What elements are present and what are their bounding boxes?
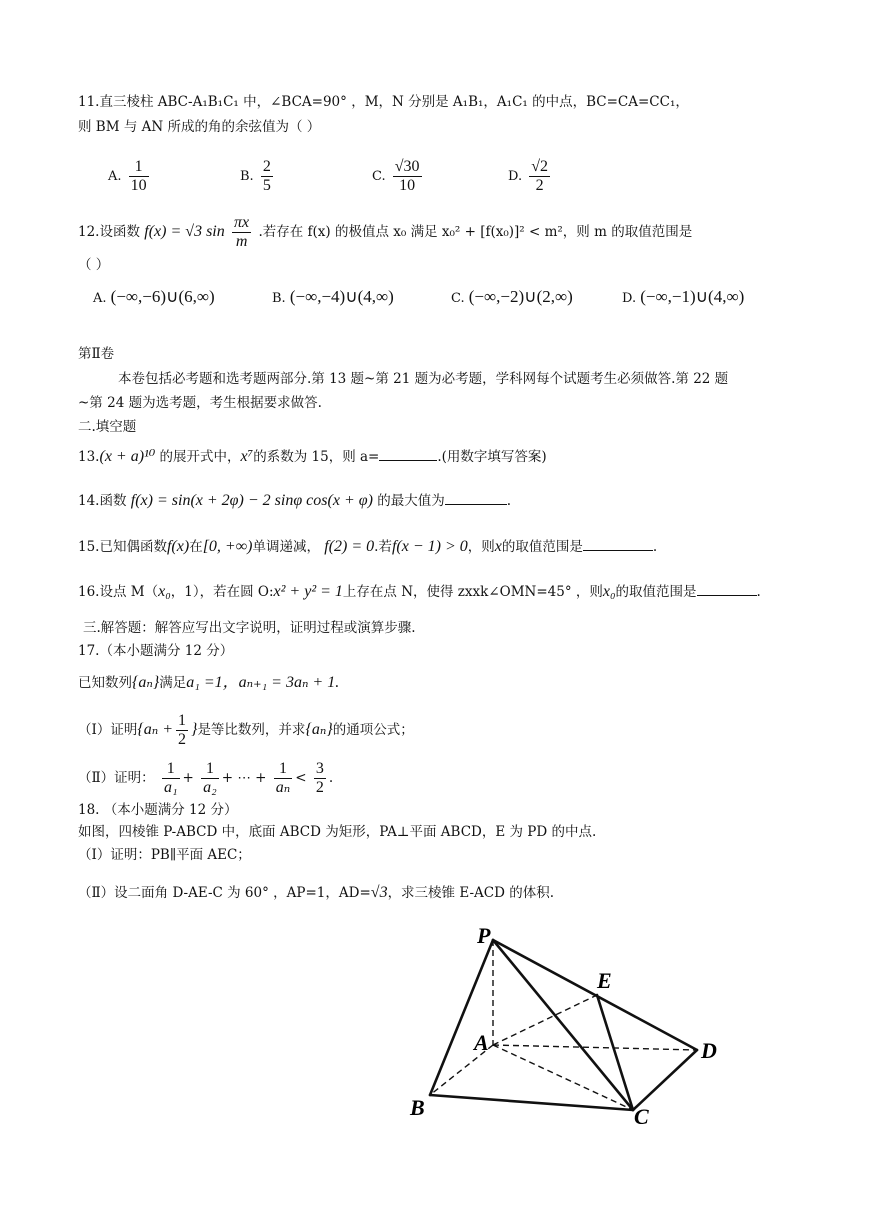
- edge-pb: [430, 940, 493, 1095]
- q14: 14.函数 f(x) = sin(x + 2φ) − 2 sinφ cos(x + φ) 的最大值为 .: [78, 492, 512, 509]
- q11-text-line1: 11.直三棱柱 ABC-A₁B₁C₁ 中，∠BCA=90° ，M，N 分别是 A₁B₁，A₁C₁ 的中点，BC=CA=CC₁，: [78, 94, 689, 110]
- label-a: A: [474, 1030, 489, 1055]
- part2-title: 第Ⅱ卷: [78, 346, 115, 362]
- section-solutions: 三.解答题：解答应写出文字说明，证明过程或演算步骤.: [83, 620, 416, 636]
- q18-line1: 如图，四棱锥 P-ABCD 中，底面 ABCD 为矩形，PA⊥平面 ABCD，E 为 PD 的中点.: [78, 824, 597, 840]
- q15-answer-blank: [583, 538, 653, 551]
- label-e: E: [597, 968, 612, 993]
- q13: 13.(x + a)¹⁰ 的展开式中，x⁷的系数为 15，则 a= .(用数字填写答案): [78, 448, 547, 465]
- q11-option-d: D. $\frac{√2}{2}$: [508, 158, 549, 194]
- q11-option-c: C. $\frac{√30}{10}$: [372, 158, 420, 194]
- edge-pd: [493, 940, 697, 1050]
- q15: 15.已知偶函数f(x)在[0, +∞)单调递减， f(2) = 0.若f(x − 1) > 0，则x的取值范围是 .: [78, 538, 658, 555]
- q12-option-a: A. (−∞,−6)∪(6,∞): [93, 287, 215, 306]
- edge-bc: [430, 1095, 633, 1110]
- edge-ac: [493, 1045, 633, 1110]
- edge-pc: [493, 940, 633, 1110]
- edge-ad: [493, 1045, 697, 1050]
- section-fill-in: 二.填空题: [78, 419, 137, 435]
- q18-part2: （Ⅱ）设二面角 D-AE-C 为 60° ，AP=1，AD=√3，求三棱锥 E-ACD 的体积.: [78, 884, 555, 901]
- label-d: D: [701, 1038, 717, 1063]
- q14-answer-blank: [445, 492, 507, 505]
- q17-given: 已知数列{aₙ}满足a₁ =1，aₙ₊₁ = 3aₙ + 1.: [78, 674, 340, 691]
- q12-option-d: D. (−∞,−1)∪(4,∞): [622, 287, 745, 306]
- edge-ab: [430, 1045, 493, 1095]
- q17-part2: （Ⅱ）证明： $\frac{1}{\text{a₁}}$ + $\frac{1}{\text{a₂}}$ + ⋯ + $\frac{1}{\text{aₙ}}$ < $\frac{3}{2}$ .: [78, 760, 334, 796]
- q12-stem: 12.设函数 f(x) = √3 sin $\frac{\pi x}{m}$ .若存在 f(x) 的极值点 x₀ 满足 x₀² + [f(x₀)]² < m²，则 m 的取值范围是: [78, 214, 693, 250]
- q17-head: 17.（本小题满分 12 分）: [78, 643, 234, 659]
- q18-part1: （Ⅰ）证明：PB∥平面 AEC；: [78, 847, 251, 863]
- edge-cd: [633, 1050, 697, 1110]
- q16: 16.设点 M（x₀，1），若在圆 O:x² + y² = 1上存在点 N，使得 zxxk∠OMN=45° ，则x₀的取值范围是 .: [78, 583, 761, 600]
- label-c: C: [634, 1104, 649, 1129]
- q11-text-line2: 则 BM 与 AN 所成的角的余弦值为（ ）: [78, 119, 321, 135]
- q13-answer-blank: [379, 448, 437, 461]
- q12-option-b: B. (−∞,−4)∪(4,∞): [272, 287, 394, 306]
- label-p: P: [477, 923, 491, 948]
- q12-option-c: C. (−∞,−2)∪(2,∞): [451, 287, 573, 306]
- edge-ec: [597, 995, 633, 1110]
- edge-ae: [493, 995, 597, 1045]
- q17-part1: （Ⅰ）证明{aₙ + $\frac{1}{2}$ }是等比数列，并求{aₙ}的通项公式；: [78, 712, 414, 748]
- q12-paren: （ ）: [78, 257, 110, 273]
- part2-desc-line1: 本卷包括必考题和选考题两部分.第 13 题~第 21 题为必考题，学科网每个试题考生必须做答.第 22 题: [118, 371, 729, 387]
- q11-option-b: B. $\frac{2}{5}$: [240, 158, 271, 194]
- part2-desc-line2: ~第 24 题为选考题，考生根据要求做答.: [78, 395, 322, 411]
- q18-head: 18. （本小题满分 12 分）: [78, 802, 238, 818]
- label-b: B: [410, 1095, 425, 1120]
- q11-option-a: A. $\frac{1}{10}$: [108, 158, 147, 194]
- q16-answer-blank: [697, 583, 757, 596]
